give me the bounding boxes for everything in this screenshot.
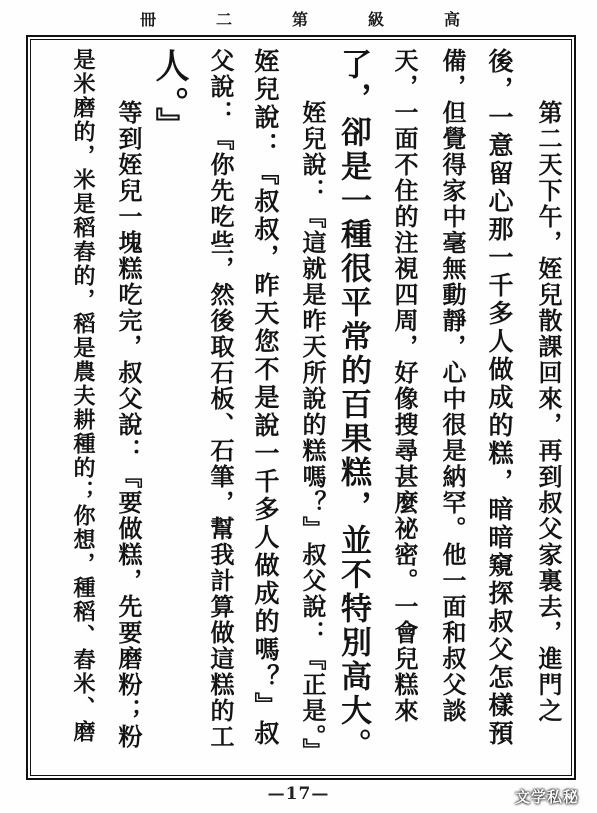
text-column: 人。』: [149, 48, 189, 145]
watermark-logo: 文学私秘: [514, 788, 579, 806]
text-column: 了，卻是一種很平常的百果糕，並不特別高大。: [335, 48, 371, 762]
running-header: [30, 5, 570, 31]
page-number: —17—: [267, 784, 330, 804]
text-column: 第二天下午，姪兒散課回來，再到叔父家裏去，進門之: [534, 100, 563, 724]
header-char: 級: [367, 9, 384, 29]
header-char: 冊: [140, 9, 157, 29]
text-column: 天，一面不住的注視四周，好像搜尋甚麼祕密。一會兒糕來: [390, 48, 419, 724]
text-frame-inner: [30, 39, 572, 776]
header-char: 高: [443, 9, 460, 29]
header-char: 二: [215, 9, 232, 29]
text-column: 後，一意留心那一千多人做成的糕，暗暗窺探叔父怎樣預: [485, 48, 514, 748]
text-column: 姪兒說：『這就是昨天所說的糕嗎？』叔父說：『正是。』: [298, 100, 327, 764]
header-char: 第: [291, 9, 308, 29]
text-column: 姪兒說：『叔叔，昨天您不是說一千多人做成的嗎？』叔: [251, 48, 280, 748]
text-column: 是米磨的，米是稻舂的，稻是農夫耕種的；你想，種稻、舂米、磨: [70, 48, 96, 744]
text-frame: [26, 35, 576, 780]
text-column: 備，但覺得家中毫無動靜，心中很是納罕。他一面和叔父談: [438, 48, 467, 724]
text-column: 父說：『你先吃些，然後取石板、石筆，幫我計算做這糕的工: [206, 48, 235, 750]
text-column: 等到姪兒一塊糕吃完，叔父說：『要做糕，先要磨粉；粉: [114, 100, 143, 750]
